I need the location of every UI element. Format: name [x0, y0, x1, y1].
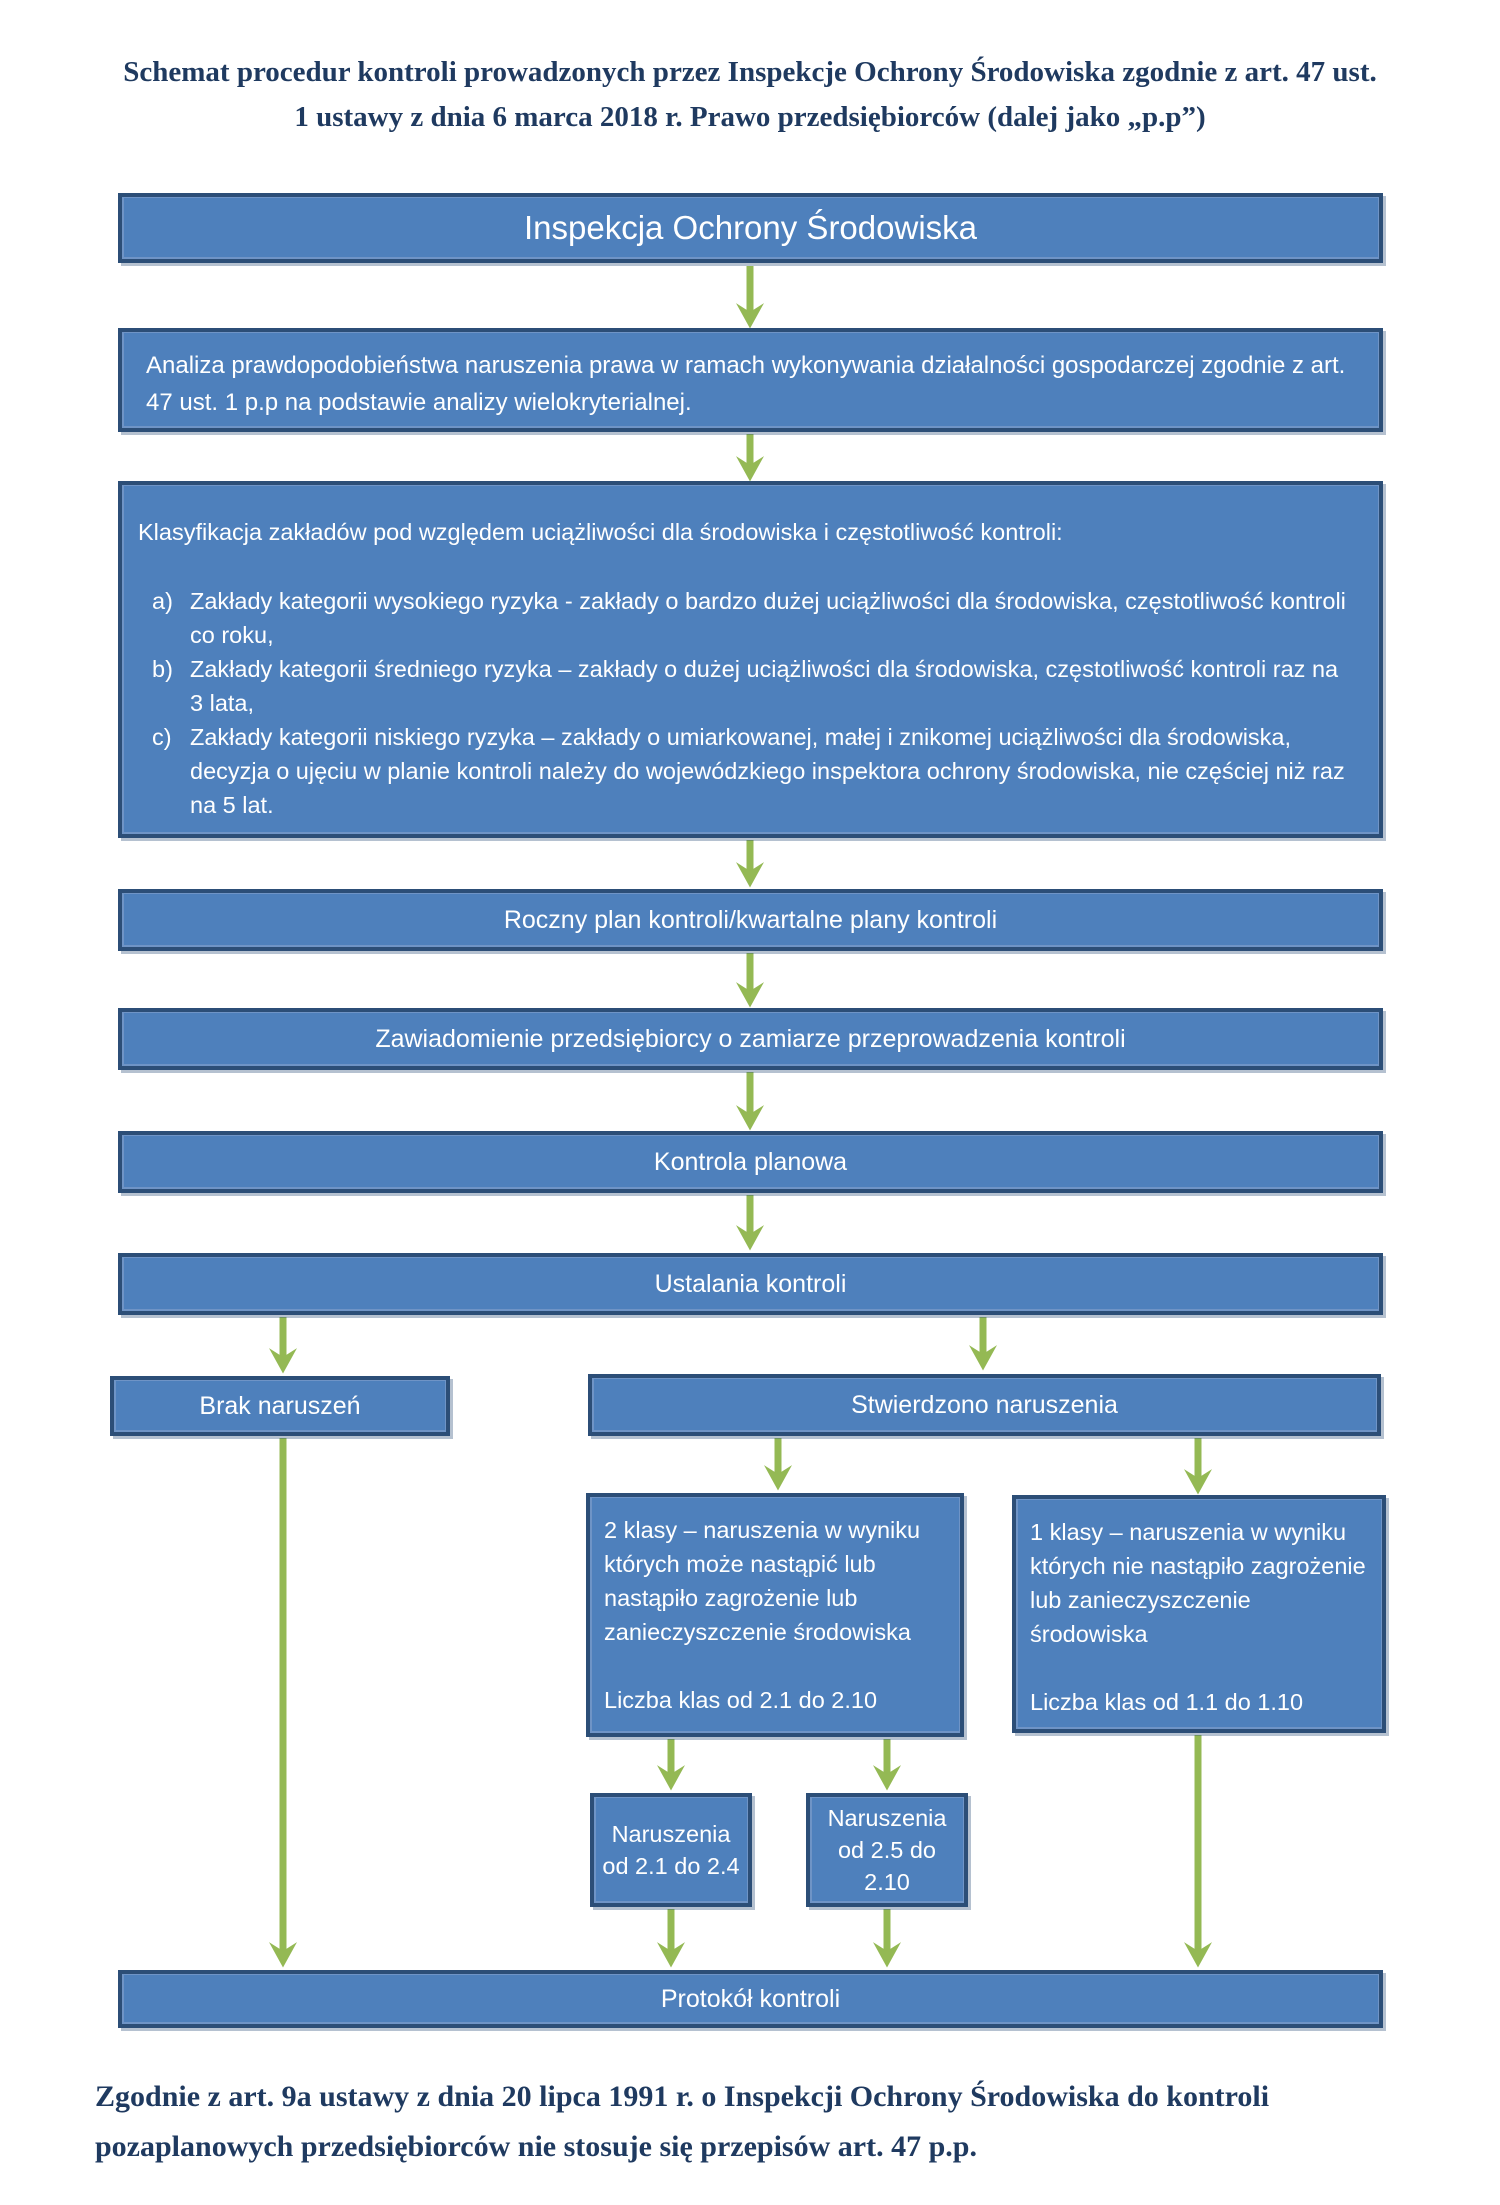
node-protokol-kontroli	[118, 1970, 1383, 2028]
klasa2-liczba: Liczba klas od 2.1 do 2.10	[604, 1687, 878, 1713]
node-naruszenia-25-210	[806, 1793, 968, 1907]
node-label: Naruszenia od 2.5 do 2.10	[827, 1805, 947, 1895]
klasyfikacja-item-c	[138, 720, 1357, 822]
item-marker: b)	[152, 656, 173, 682]
spacer	[1030, 1651, 1368, 1685]
node-klasyfikacja-zakladow	[118, 481, 1383, 838]
node-roczny-plan-kontroli	[118, 889, 1383, 951]
node-analiza-prawdopodobienstwa	[118, 328, 1383, 432]
node-naruszenia-21-24	[590, 1793, 752, 1907]
item-marker: c)	[152, 724, 172, 750]
node-brak-naruszen	[110, 1376, 450, 1436]
node-stwierdzono-naruszenia	[588, 1374, 1381, 1436]
item-text: Zakłady kategorii średniego ryzyka – zakłady o dużej uciążliwości dla środowiska, częstotliwość kontroli raz na 3 lata,	[190, 656, 1339, 716]
klasyfikacja-item-b	[138, 652, 1357, 720]
klasa1-text: 1 klasy – naruszenia w wyniku których nie nastąpiło zagrożenie lub zanieczyszczenie środowiska	[1030, 1519, 1366, 1647]
node-ustalania-kontroli	[118, 1253, 1383, 1315]
klasa2-text: 2 klasy – naruszenia w wyniku których może nastąpić lub nastąpiło zagrożenie lub zanieczyszczenie środowiska	[604, 1517, 921, 1645]
node-label: Zawiadomienie przedsiębiorcy o zamiarze przeprowadzenia kontroli	[375, 1024, 1126, 1053]
klasa1-liczba: Liczba klas od 1.1 do 1.10	[1030, 1689, 1304, 1715]
node-label: Naruszenia od 2.1 do 2.4	[602, 1821, 740, 1879]
node-label: Ustalania kontroli	[654, 1269, 847, 1298]
klasyfikacja-intro: Klasyfikacja zakładów pod względem uciążliwości dla środowiska i częstotliwość kontroli:	[138, 519, 1063, 545]
node-label: Brak naruszeń	[199, 1391, 361, 1420]
node-kontrola-planowa	[118, 1131, 1383, 1193]
page-title: Schemat procedur kontroli prowadzonych przez Inspekcje Ochrony Środowiska zgodnie z art. 47 ust. 1 ustawy z dnia 6 marca 2018 r. Prawo przedsiębiorców (dalej jako „p.p”)	[123, 56, 1377, 133]
node-zawiadomienie-przedsiebiorcy	[118, 1008, 1383, 1070]
item-marker: a)	[152, 588, 173, 614]
item-text: Zakłady kategorii niskiego ryzyka – zakłady o umiarkowanej, małej i znikomej uciążliwości dla środowiska, decyzja o ujęciu w planie kontroli należy do wojewódzkiego inspektora ochrony środowiska, nie częściej niż raz na 5 lat.	[190, 724, 1345, 818]
node-inspekcja-ochrony-srodowiska	[118, 193, 1383, 263]
node-label: Inspekcja Ochrony Środowiska	[523, 209, 978, 246]
node-klasa-2	[586, 1493, 964, 1737]
node-label: Protokół kontroli	[660, 1984, 841, 2013]
node-klasa-1	[1012, 1495, 1386, 1733]
node-label: Roczny plan kontroli/kwartalne plany kontroli	[503, 905, 998, 934]
item-text: Zakłady kategorii wysokiego ryzyka - zakłady o bardzo dużej uciążliwości dla środowiska, częstotliwość kontroli co roku,	[190, 588, 1346, 648]
klasyfikacja-item-a	[138, 584, 1357, 652]
node-label: Stwierdzono naruszenia	[851, 1390, 1118, 1419]
node-label: Analiza prawdopodobieństwa naruszenia prawa w ramach wykonywania działalności gospodarczej zgodnie z art. 47 ust. 1 p.p na podstawie analizy wielokryterialnej.	[146, 352, 1346, 416]
node-label: Kontrola planowa	[653, 1147, 848, 1176]
spacer	[604, 1649, 946, 1683]
footer-note: Zgodnie z art. 9a ustawy z dnia 20 lipca 1991 r. o Inspekcji Ochrony Środowiska do kontroli pozaplanowych przedsiębiorców nie stosuje się przepisów art. 47 p.p.	[95, 2080, 1270, 2163]
